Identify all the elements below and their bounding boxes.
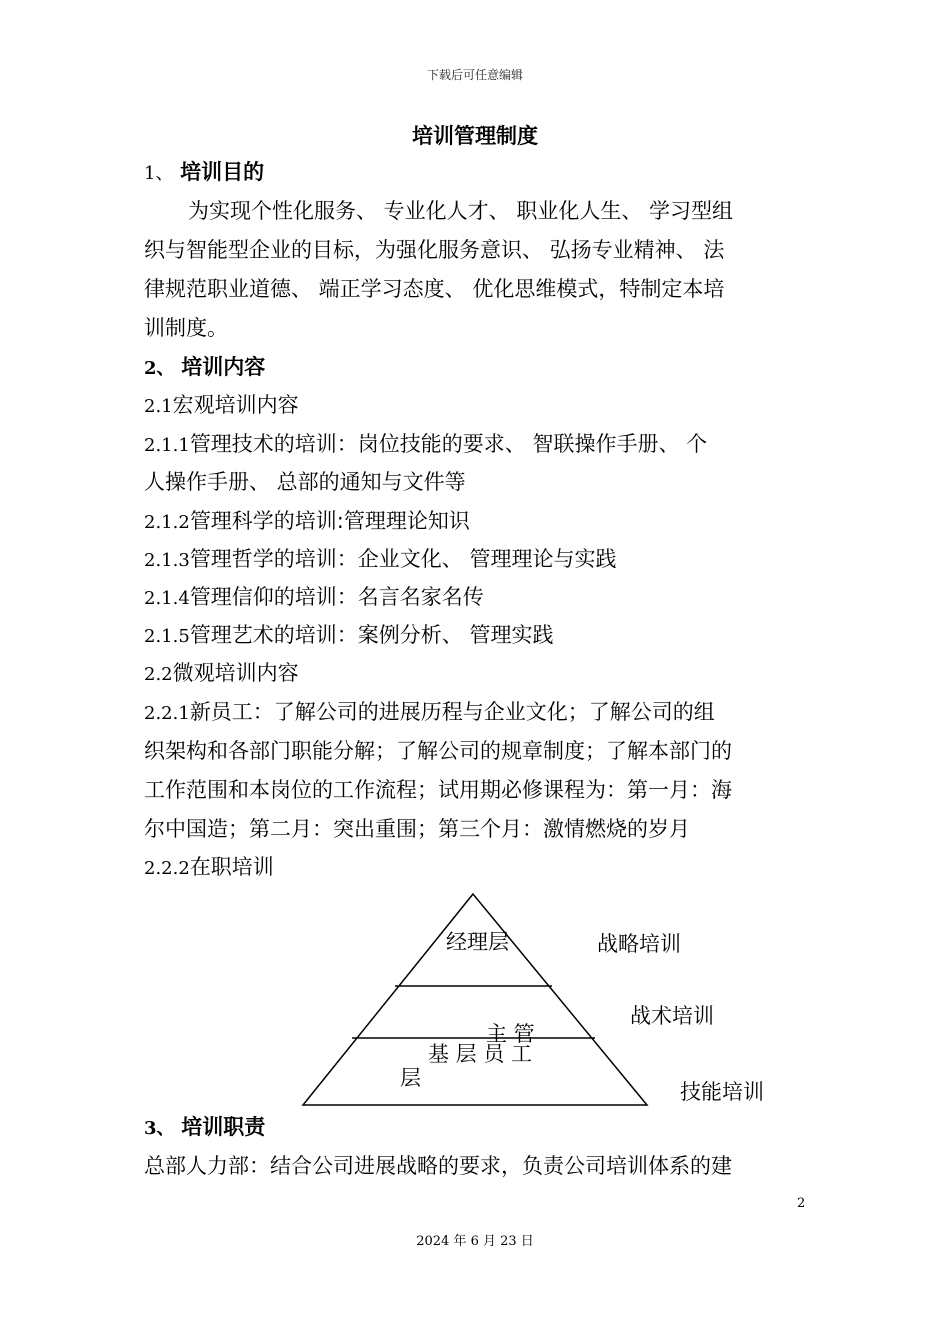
- pyramid-label-skills: 技能培训: [680, 1080, 764, 1104]
- pyramid-label-strategic: 战略培训: [597, 932, 681, 956]
- item-2-2-1: [144, 693, 814, 731]
- pyramid-label-layer: 层: [400, 1066, 421, 1090]
- page-number: 2: [797, 1196, 806, 1211]
- section-3-title: 培训职责: [181, 1115, 266, 1139]
- item-text: 在职培训: [189, 855, 274, 879]
- section-1-paragraph-line: 训制度。: [144, 316, 228, 340]
- section-1-paragraph-line: 律规范职业道德、 端正学习态度、 优化思维模式，特制定本培: [144, 277, 725, 301]
- section-3-heading: [144, 1108, 814, 1146]
- document-title: 培训管理制度: [412, 124, 538, 148]
- section-2-heading: [144, 348, 814, 386]
- pyramid-label-staff: 基 层 员 工: [428, 1042, 533, 1066]
- item-number: 2.1.1: [144, 435, 190, 456]
- subsection-number: 2.1: [144, 396, 173, 417]
- item-number: 2.1.4: [144, 588, 190, 609]
- item-2-1-4: [144, 578, 814, 616]
- section-1-paragraph-line: 织与智能型企业的目标，为强化服务意识、 弘扬专业精神、 法: [144, 238, 725, 262]
- item-number: 2.2.1: [144, 703, 190, 724]
- item-number: 2.2.2: [144, 858, 190, 879]
- item-number: 2.1.5: [144, 626, 190, 647]
- subsection-2-1: [144, 386, 814, 424]
- section-3-number: 3、: [144, 1118, 175, 1139]
- footer-date: 2024 年 6 月 23 日: [416, 1234, 534, 1249]
- pyramid-label-tactical: 战术培训: [630, 1004, 714, 1028]
- section-3-paragraph-line: 总部人力部：结合公司进展战略的要求，负责公司培训体系的建: [144, 1154, 732, 1178]
- item-2-1-1: [144, 425, 814, 463]
- item-text: 管理哲学的培训：企业文化、 管理理论与实践: [189, 547, 617, 571]
- item-text: 新员工：了解公司的进展历程与企业文化；了解公司的组: [189, 700, 715, 724]
- item-text: 管理信仰的培训：名言名家名传: [189, 585, 484, 609]
- item-text: 管理艺术的培训：案例分析、 管理实践: [189, 623, 554, 647]
- section-1-paragraph-line: 为实现个性化服务、 专业化人才、 职业化人生、 学习型组: [188, 199, 734, 223]
- pyramid-label-manager: 经理层: [446, 930, 509, 954]
- item-2-2-1-continued: 工作范围和本岗位的工作流程；试用期必修课程为：第一月：海: [144, 778, 732, 802]
- item-2-2-2: [144, 848, 814, 886]
- subsection-text: 宏观培训内容: [172, 393, 299, 417]
- section-2-number: 2、: [144, 358, 175, 379]
- section-1-title: 培训目的: [180, 160, 265, 184]
- item-text: 管理科学的培训:管理理论知识: [189, 509, 470, 533]
- item-number: 2.1.3: [144, 550, 190, 571]
- item-2-2-1-continued: 尔中国造；第二月：突出重围；第三个月：激情燃烧的岁月: [144, 817, 690, 841]
- section-2-title: 培训内容: [181, 355, 266, 379]
- item-number: 2.1.2: [144, 512, 190, 533]
- item-2-1-1-continued: 人操作手册、 总部的通知与文件等: [144, 470, 466, 494]
- item-2-2-1-continued: 织架构和各部门职能分解；了解公司的规章制度；了解本部门的: [144, 739, 732, 763]
- section-1-heading: [144, 153, 814, 191]
- item-text: 管理技术的培训：岗位技能的要求、 智联操作手册、 个: [189, 432, 708, 456]
- training-pyramid: [290, 888, 790, 1113]
- section-1-number: 1、: [144, 163, 174, 184]
- header-note: 下载后可任意编辑: [426, 68, 523, 82]
- pyramid-label-supervisor: 主 管: [486, 1022, 535, 1046]
- subsection-number: 2.2: [144, 664, 173, 685]
- item-2-1-2: [144, 502, 814, 540]
- item-2-1-5: [144, 616, 814, 654]
- subsection-2-2: [144, 654, 814, 692]
- subsection-text: 微观培训内容: [172, 661, 299, 685]
- item-2-1-3: [144, 540, 814, 578]
